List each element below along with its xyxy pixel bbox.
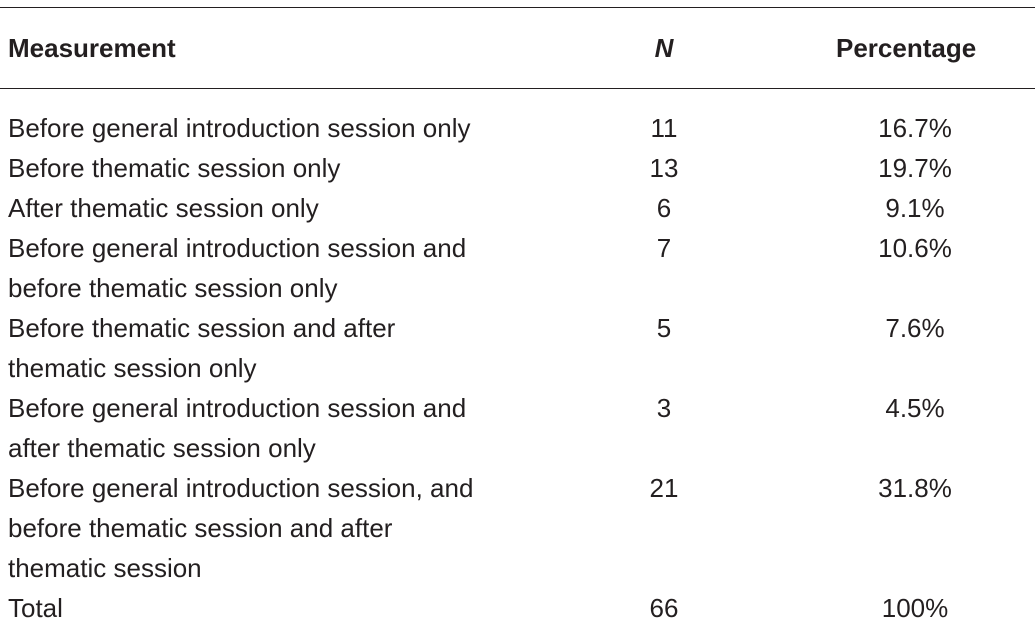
- percentage-cell: 31.8%: [878, 473, 952, 503]
- measurement-cell: Before general introduction session only: [8, 113, 471, 143]
- n-cell: 3: [656, 393, 672, 423]
- table-row: [0, 228, 1035, 308]
- measurement-cell: Before thematic session only: [8, 153, 341, 183]
- n-cell: 5: [656, 313, 672, 343]
- percentage-cell: 100%: [881, 593, 949, 623]
- measurement-cell: Before general introduction session and before thematic session only: [8, 233, 467, 303]
- measurement-cell: After thematic session only: [8, 193, 319, 223]
- percentage-cell: 10.6%: [878, 233, 952, 263]
- header-n: N: [654, 33, 674, 63]
- n-cell: 13: [649, 153, 679, 183]
- header-percentage: Percentage: [836, 33, 977, 63]
- n-cell: 7: [656, 233, 672, 263]
- n-cell: 11: [650, 113, 678, 143]
- table-header-rule: [0, 88, 1035, 89]
- measurement-cell: Before thematic session and after thematic session only: [8, 313, 396, 383]
- table-row-total: [0, 588, 1035, 628]
- percentage-cell: 4.5%: [885, 393, 945, 423]
- table-row: [0, 308, 1035, 388]
- percentage-cell: 16.7%: [878, 113, 952, 143]
- measurement-cell: Before general introduction session, and before thematic session and after thematic session: [8, 473, 474, 583]
- percentage-cell: 7.6%: [885, 313, 945, 343]
- n-cell: 21: [649, 473, 679, 503]
- n-cell: 6: [656, 193, 672, 223]
- table-row: [0, 468, 1035, 588]
- percentage-cell: 9.1%: [885, 193, 945, 223]
- table-row: [0, 388, 1035, 468]
- n-cell: 66: [649, 593, 679, 623]
- header-measurement: Measurement: [8, 33, 176, 63]
- table-row: [0, 188, 1035, 228]
- table-row: [0, 148, 1035, 188]
- table-row: [0, 108, 1035, 148]
- table-top-rule: [0, 7, 1035, 8]
- measurement-cell: Total: [8, 593, 63, 623]
- percentage-cell: 19.7%: [878, 153, 952, 183]
- measurement-cell: Before general introduction session and after thematic session only: [8, 393, 467, 463]
- table-body: [0, 108, 1035, 628]
